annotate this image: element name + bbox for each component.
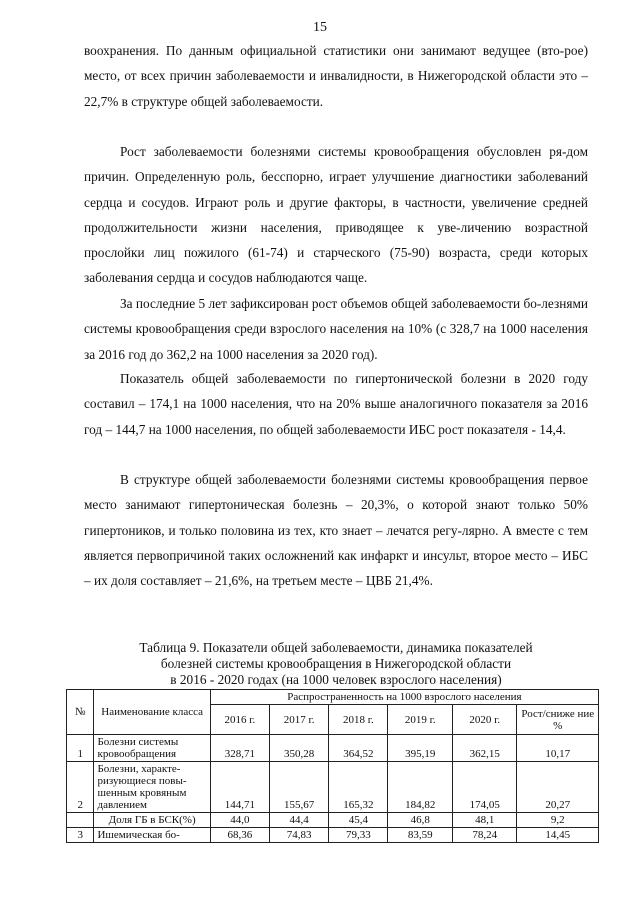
cell-growth: 10,17 — [517, 735, 599, 762]
cell-value: 350,28 — [270, 735, 329, 762]
cell-value: 395,19 — [388, 735, 453, 762]
page-number: 15 — [313, 20, 327, 35]
row-name: Доля ГБ в БСК(%) — [94, 813, 210, 828]
cell-value: 184,82 — [388, 762, 453, 813]
cell-value: 44,4 — [270, 813, 329, 828]
cell-value: 68,36 — [210, 828, 269, 843]
row-number: 2 — [67, 762, 94, 813]
row-number: 3 — [67, 828, 94, 843]
caption-line-3: в 2016 - 2020 годах (на 1000 человек взрослого населения) — [170, 672, 502, 687]
header-class-name: Наименование класса — [94, 690, 210, 735]
cell-growth: 20,27 — [517, 762, 599, 813]
header-growth: Рост/сниже ние % — [517, 705, 599, 735]
table-caption — [84, 640, 588, 688]
cell-growth: 14,45 — [517, 828, 599, 843]
paragraph-3: За последние 5 лет зафиксирован рост объемов общей заболеваемости бо-лезнями системы кровообращения среди взрослого населения на 10% (с 328,7 на 1000 населения за 2016 год до 362,2 на 1000 населения за 2020 год). — [84, 296, 589, 362]
header-year: 2018 г. — [329, 705, 388, 735]
row-name: Болезни, характе-ризующиеся повы-шенным кровяным давлением — [94, 762, 210, 813]
table-row — [67, 828, 599, 843]
row-number: 1 — [67, 735, 94, 762]
cell-value: 45,4 — [329, 813, 388, 828]
cell-growth: 9,2 — [517, 813, 599, 828]
header-year: 2016 г. — [210, 705, 269, 735]
header-year: 2017 г. — [270, 705, 329, 735]
cell-value: 362,15 — [452, 735, 517, 762]
row-number — [67, 813, 94, 828]
morbidity-table — [66, 689, 599, 843]
cell-value: 174,05 — [452, 762, 517, 813]
paragraph-4: Показатель общей заболеваемости по гипертонической болезни в 2020 году составил – 174,1 на 1000 населения, что на 20% выше аналогичного показателя за 2016 год – 144,7 на 1000 населения, по общей заболеваемости ИБС рост показателя - 14,4. — [84, 371, 588, 437]
table-row — [67, 762, 599, 813]
cell-value: 74,83 — [270, 828, 329, 843]
caption-line-2: болезней системы кровообращения в Нижегородской области — [160, 656, 512, 671]
header-year: 2019 г. — [388, 705, 453, 735]
cell-value: 44,0 — [210, 813, 269, 828]
cell-value: 48,1 — [452, 813, 517, 828]
table-row — [67, 813, 599, 828]
paragraph-2: Рост заболеваемости болезнями системы кровообращения обусловлен ря-дом причин. Определенную роль, бесспорно, играет улучшение диагностики заболеваний сердца и сосудов. Играют роль и другие факторы, в частности, увеличение средней продолжительности жизни населения, приводящее к уве-личению возрастной прослойки лиц пожилого (61-74) и старческого (75-90) возраста, среди которых заболевания сердца и сосудов наблюдаются чаще. — [84, 144, 588, 286]
row-name: Ишемическая бо- — [94, 828, 210, 843]
cell-value: 155,67 — [270, 762, 329, 813]
row-name: Болезни системы кровообращения — [94, 735, 210, 762]
paragraph-1: воохранения. По данным официальной статистики они занимают ведущее (вто-рое) место, от всех причин заболеваемости и инвалидности, в Нижегородской области это – 22,7% в структуре общей заболеваемости. — [84, 43, 588, 109]
cell-value: 165,32 — [329, 762, 388, 813]
cell-value: 78,24 — [452, 828, 517, 843]
cell-value: 83,59 — [388, 828, 453, 843]
header-number: № — [67, 690, 94, 735]
caption-line-1: Таблица 9. Показатели общей заболеваемости, динамика показателей — [139, 640, 533, 655]
table-row — [67, 735, 599, 762]
paragraph-5: В структуре общей заболеваемости болезнями системы кровообращения первое место занимают гипертоническая болезнь – 20,3%, о которой знают только 50% гипертоников, и только половина из тех, кто знает – лечатся регу-лярно. А вместе с тем является первопричиной таких осложнений как инфаркт и инсульт, второе место – ИБС – их доля составляет – 21,6%, на третьем месте – ЦВБ 21,4%. — [84, 472, 588, 589]
header-year: 2020 г. — [452, 705, 517, 735]
header-prevalence: Распространенность на 1000 взрослого населения — [210, 690, 598, 705]
cell-value: 46,8 — [388, 813, 453, 828]
cell-value: 364,52 — [329, 735, 388, 762]
cell-value: 328,71 — [210, 735, 269, 762]
cell-value: 79,33 — [329, 828, 388, 843]
cell-value: 144,71 — [210, 762, 269, 813]
